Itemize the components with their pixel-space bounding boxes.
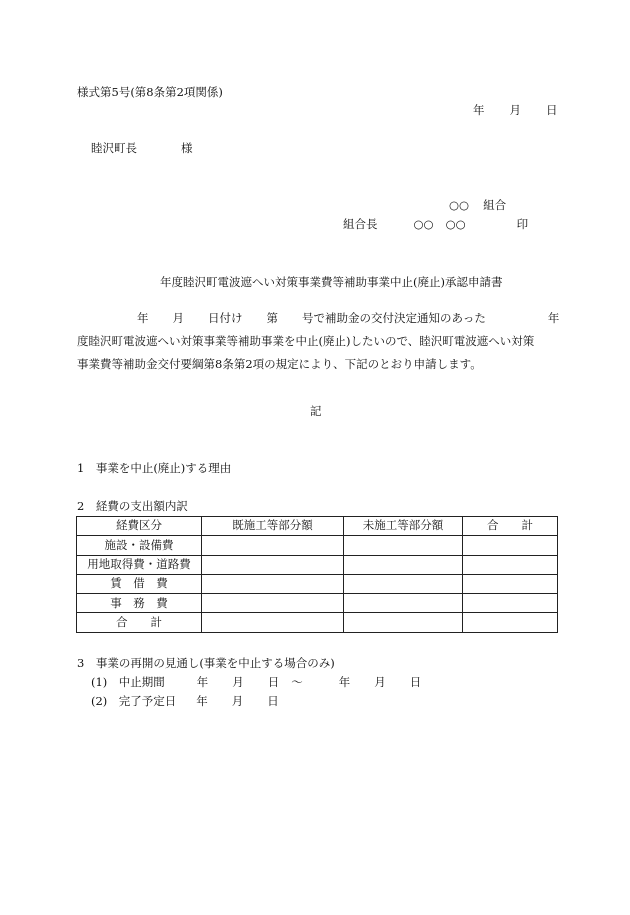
document-title: 年度睦沢町電波遮へい対策事業費等補助事業中止(廃止)承認申請書 bbox=[160, 275, 503, 289]
total-cell[interactable] bbox=[463, 574, 558, 593]
rep-name-2: ○○ bbox=[445, 217, 466, 231]
expense-table bbox=[76, 516, 558, 633]
completed-amount-cell[interactable] bbox=[202, 613, 344, 632]
body-number-prefix: 第 bbox=[266, 311, 278, 325]
row-label: 合 計 bbox=[77, 613, 202, 632]
total-cell[interactable] bbox=[463, 613, 558, 632]
applicant-representative bbox=[343, 218, 528, 232]
addressee-name: 睦沢町長 bbox=[91, 141, 137, 155]
completed-amount-cell[interactable] bbox=[202, 574, 344, 593]
section-3-heading: 3 事業の再開の見通し(事業を中止する場合のみ) bbox=[77, 656, 335, 670]
table-row bbox=[77, 555, 558, 574]
uncompleted-amount-cell[interactable] bbox=[344, 613, 463, 632]
row-label: 用地取得費・道路費 bbox=[77, 555, 202, 574]
submission-date bbox=[473, 104, 558, 118]
total-cell[interactable] bbox=[463, 536, 558, 555]
suspension-period-label: (1) 中止期間 bbox=[91, 675, 165, 689]
application-body bbox=[77, 307, 560, 376]
completion-day: 日 bbox=[267, 694, 279, 708]
uncompleted-amount-cell[interactable] bbox=[344, 555, 463, 574]
end-year: 年 bbox=[338, 675, 351, 689]
suspension-period bbox=[91, 676, 421, 690]
header-total: 合 計 bbox=[463, 517, 558, 536]
body-line-3: 事業費等補助金交付要綱第8条第2項の規定により、下記のとおり申請します。 bbox=[77, 357, 482, 371]
uncompleted-amount-cell[interactable] bbox=[344, 574, 463, 593]
completed-amount-cell[interactable] bbox=[202, 594, 344, 613]
body-year: 年 bbox=[137, 311, 149, 325]
addressee bbox=[91, 142, 193, 156]
row-label: 事 務 費 bbox=[77, 594, 202, 613]
completed-amount-cell[interactable] bbox=[202, 555, 344, 574]
table-row bbox=[77, 574, 558, 593]
rep-name-1: ○○ bbox=[413, 217, 434, 231]
row-label: 施設・設備費 bbox=[77, 536, 202, 555]
uncompleted-amount-cell[interactable] bbox=[344, 594, 463, 613]
seal-mark: 印 bbox=[516, 217, 529, 231]
table-row-total bbox=[77, 613, 558, 632]
date-year: 年 bbox=[473, 103, 485, 117]
range-tilde: ～ bbox=[291, 675, 303, 689]
ki-heading: 記 bbox=[310, 404, 322, 418]
header-uncompleted-amount: 未施工等部分額 bbox=[344, 517, 463, 536]
table-header-row bbox=[77, 517, 558, 536]
start-year: 年 bbox=[196, 675, 209, 689]
completed-amount-cell[interactable] bbox=[202, 536, 344, 555]
header-completed-amount: 既施工等部分額 bbox=[202, 517, 344, 536]
body-line-1 bbox=[77, 307, 560, 330]
section-2-heading: 2 経費の支出額内訳 bbox=[77, 499, 188, 513]
end-month: 月 bbox=[374, 675, 386, 689]
body-line-2: 度睦沢町電波遮へい対策事業等補助事業を中止(廃止)したいので、睦沢町電波遮へい対策 bbox=[77, 334, 535, 348]
body-line-1-rest: 号で補助金の交付決定通知のあった bbox=[302, 311, 486, 325]
row-label: 賃 借 費 bbox=[77, 574, 202, 593]
completion-date-label: (2) 完了予定日 bbox=[91, 694, 177, 708]
start-month: 月 bbox=[232, 675, 244, 689]
completion-date bbox=[91, 695, 279, 709]
uncompleted-amount-cell[interactable] bbox=[344, 536, 463, 555]
total-cell[interactable] bbox=[463, 555, 558, 574]
form-number: 様式第5号(第8条第2項関係) bbox=[77, 85, 223, 99]
body-day: 日付け bbox=[208, 311, 243, 325]
table-row bbox=[77, 594, 558, 613]
completion-month: 月 bbox=[231, 694, 244, 708]
org-suffix: 組合 bbox=[483, 198, 507, 212]
header-category: 経費区分 bbox=[77, 517, 202, 536]
table-row bbox=[77, 536, 558, 555]
end-day: 日 bbox=[409, 675, 422, 689]
rep-title: 組合長 bbox=[343, 217, 378, 231]
addressee-honorific: 様 bbox=[181, 141, 193, 155]
start-day: 日 bbox=[267, 675, 280, 689]
org-placeholder: ○○ bbox=[449, 198, 470, 212]
applicant-organization bbox=[449, 199, 506, 213]
body-line-1-end: 年 bbox=[547, 311, 560, 325]
body-month: 月 bbox=[172, 311, 184, 325]
total-cell[interactable] bbox=[463, 594, 558, 613]
date-day: 日 bbox=[546, 103, 558, 117]
completion-year: 年 bbox=[196, 694, 208, 708]
section-1-heading: 1 事業を中止(廃止)する理由 bbox=[77, 461, 232, 475]
date-month: 月 bbox=[509, 103, 521, 117]
